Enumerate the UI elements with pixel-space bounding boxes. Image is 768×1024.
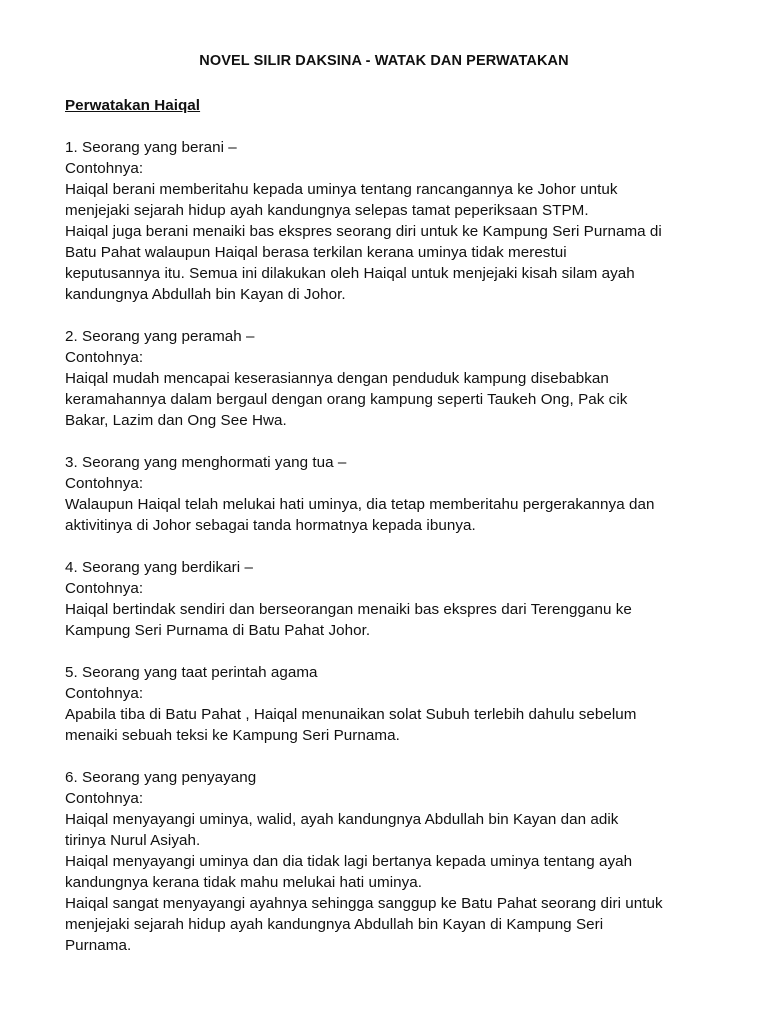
trait-text-line: Haiqal sangat menyayangi ayahnya sehingga sanggup ke Batu Pahat seorang diri untuk [65,895,663,912]
trait-block-2 [65,326,725,431]
trait-heading: 6. Seorang yang penyayang [65,769,257,786]
trait-block-5 [65,662,725,746]
section-heading: Perwatakan Haiqal [65,97,201,114]
trait-text-line: Haiqal juga berani menaiki bas ekspres seorang diri untuk ke Kampung Seri Purnama di [65,223,662,240]
trait-text-line: kandungnya Abdullah bin Kayan di Johor. [65,286,346,303]
trait-text-line: Haiqal berani memberitahu kepada uminya tentang rancangannya ke Johor untuk [65,181,618,198]
trait-text-line: Haiqal menyayangi uminya, walid, ayah kandungnya Abdullah bin Kayan dan adik [65,811,619,828]
trait-text-line: tirinya Nurul Asiyah. [65,832,201,849]
trait-text-line: keramahannya dalam bergaul dengan orang kampung seperti Taukeh Ong, Pak cik [65,391,628,408]
trait-heading: 1. Seorang yang berani – [65,139,237,156]
trait-text-line: menaiki sebuah teksi ke Kampung Seri Purnama. [65,727,400,744]
document-title: NOVEL SILIR DAKSINA - WATAK DAN PERWATAKAN [199,53,569,69]
spacer [65,536,725,557]
spacer [65,305,725,326]
trait-text-line: keputusannya itu. Semua ini dilakukan oleh Haiqal untuk menjejaki kisah silam ayah [65,265,635,282]
trait-text-line: kandungnya kerana tidak mahu melukai hati uminya. [65,874,423,891]
example-label: Contohnya: [65,580,144,597]
trait-heading: 3. Seorang yang menghormati yang tua – [65,454,347,471]
trait-text-line: Bakar, Lazim dan Ong See Hwa. [65,412,287,429]
document-body [65,95,725,956]
example-label: Contohnya: [65,790,144,807]
trait-heading: 5. Seorang yang taat perintah agama [65,664,318,681]
trait-heading: 2. Seorang yang peramah – [65,328,255,345]
spacer [65,116,725,137]
trait-block-1 [65,137,725,305]
trait-text-line: aktivitinya di Johor sebagai tanda hormatnya kepada ibunya. [65,517,476,534]
trait-block-3 [65,452,725,536]
trait-block-4 [65,557,725,641]
spacer [65,431,725,452]
example-label: Contohnya: [65,160,144,177]
trait-text-line: Walaupun Haiqal telah melukai hati uminya, dia tetap memberitahu pergerakannya dan [65,496,655,513]
example-label: Contohnya: [65,685,144,702]
trait-text-line: menjejaki sejarah hidup ayah kandungnya selepas tamat peperiksaan STPM. [65,202,589,219]
trait-block-6 [65,767,725,956]
trait-text-line: Apabila tiba di Batu Pahat , Haiqal menunaikan solat Subuh terlebih dahulu sebelum [65,706,637,723]
trait-heading: 4. Seorang yang berdikari – [65,559,253,576]
trait-text-line: Haiqal bertindak sendiri dan berseorangan menaiki bas ekspres dari Terengganu ke [65,601,632,618]
spacer [65,746,725,767]
spacer [65,641,725,662]
trait-text-line: Haiqal mudah mencapai keserasiannya dengan penduduk kampung disebabkan [65,370,609,387]
trait-text-line: Batu Pahat walaupun Haiqal berasa terkilan kerana uminya tidak merestui [65,244,567,261]
trait-text-line: Purnama. [65,937,132,954]
trait-text-line: menjejaki sejarah hidup ayah kandungnya Abdullah bin Kayan di Kampung Seri [65,916,604,933]
example-label: Contohnya: [65,475,144,492]
trait-text-line: Haiqal menyayangi uminya dan dia tidak lagi bertanya kepada uminya tentang ayah [65,853,633,870]
example-label: Contohnya: [65,349,144,366]
trait-text-line: Kampung Seri Purnama di Batu Pahat Johor. [65,622,371,639]
